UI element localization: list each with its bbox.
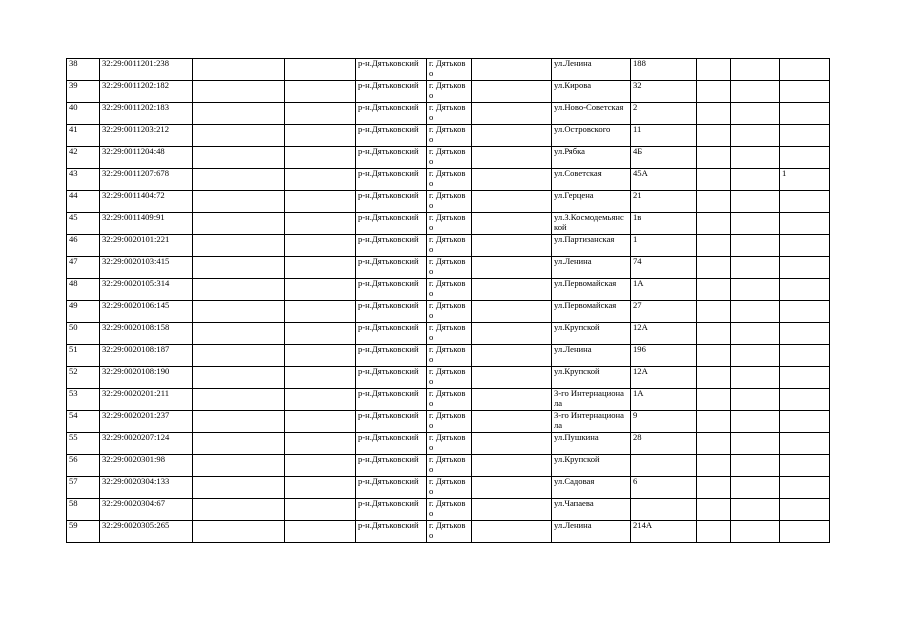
street-cell: ул.Пушкина — [552, 433, 631, 455]
house-number-cell: 74 — [631, 257, 697, 279]
col-10-cell — [697, 169, 731, 191]
col-3-cell — [193, 367, 285, 389]
col-10-cell — [697, 389, 731, 411]
row-number-cell: 58 — [67, 499, 100, 521]
col-4-cell — [285, 59, 356, 81]
district-cell: р-н.Дятьковский — [356, 235, 427, 257]
col-11-cell — [731, 499, 780, 521]
col-4-cell — [285, 433, 356, 455]
col-7-cell — [472, 59, 552, 81]
cadastral-number-cell: 32:29:0011202:183 — [100, 103, 193, 125]
row-number-cell: 56 — [67, 455, 100, 477]
col-11-cell — [731, 411, 780, 433]
house-number-cell: 1А — [631, 279, 697, 301]
col-12-cell — [780, 235, 830, 257]
col-12-cell — [780, 213, 830, 235]
cadastral-number-cell: 32:29:0011409:91 — [100, 213, 193, 235]
col-3-cell — [193, 499, 285, 521]
street-cell: ул.Ленина — [552, 521, 631, 543]
table-row — [67, 477, 830, 499]
col-4-cell — [285, 125, 356, 147]
col-7-cell — [472, 411, 552, 433]
col-3-cell — [193, 345, 285, 367]
cadastral-number-cell: 32:29:0011207:678 — [100, 169, 193, 191]
table-row — [67, 499, 830, 521]
house-number-cell: 188 — [631, 59, 697, 81]
col-12-cell — [780, 191, 830, 213]
row-number-cell: 54 — [67, 411, 100, 433]
row-number-cell: 49 — [67, 301, 100, 323]
col-10-cell — [697, 433, 731, 455]
col-10-cell — [697, 103, 731, 125]
col-4-cell — [285, 257, 356, 279]
cadastral-number-cell: 32:29:0020101:221 — [100, 235, 193, 257]
row-number-cell: 43 — [67, 169, 100, 191]
row-number-cell: 39 — [67, 81, 100, 103]
col-10-cell — [697, 455, 731, 477]
col-10-cell — [697, 59, 731, 81]
city-cell: г. Дятьково — [427, 499, 472, 521]
house-number-cell: 12А — [631, 367, 697, 389]
col-12-cell: 1 — [780, 169, 830, 191]
cadastral-number-cell: 32:29:0020201:211 — [100, 389, 193, 411]
col-10-cell — [697, 81, 731, 103]
street-cell: 3-го Интернационала — [552, 389, 631, 411]
col-3-cell — [193, 279, 285, 301]
cadastral-number-cell: 32:29:0020301:98 — [100, 455, 193, 477]
district-cell: р-н.Дятьковский — [356, 59, 427, 81]
city-cell: г. Дятьково — [427, 455, 472, 477]
row-number-cell: 48 — [67, 279, 100, 301]
col-7-cell — [472, 521, 552, 543]
col-4-cell — [285, 103, 356, 125]
city-cell: г. Дятьково — [427, 59, 472, 81]
table-row — [67, 103, 830, 125]
district-cell: р-н.Дятьковский — [356, 499, 427, 521]
cadastral-number-cell: 32:29:0020103:415 — [100, 257, 193, 279]
col-3-cell — [193, 433, 285, 455]
row-number-cell: 38 — [67, 59, 100, 81]
row-number-cell: 42 — [67, 147, 100, 169]
district-cell: р-н.Дятьковский — [356, 125, 427, 147]
col-10-cell — [697, 345, 731, 367]
cadastral-number-cell: 32:29:0020304:133 — [100, 477, 193, 499]
col-4-cell — [285, 411, 356, 433]
col-3-cell — [193, 455, 285, 477]
house-number-cell — [631, 499, 697, 521]
house-number-cell: 1в — [631, 213, 697, 235]
cadastral-number-cell: 32:29:0020201:237 — [100, 411, 193, 433]
city-cell: г. Дятьково — [427, 477, 472, 499]
table-row — [67, 257, 830, 279]
col-11-cell — [731, 323, 780, 345]
table-row — [67, 169, 830, 191]
col-7-cell — [472, 213, 552, 235]
col-11-cell — [731, 191, 780, 213]
district-cell: р-н.Дятьковский — [356, 433, 427, 455]
table-row — [67, 521, 830, 543]
house-number-cell: 2 — [631, 103, 697, 125]
col-10-cell — [697, 191, 731, 213]
col-7-cell — [472, 433, 552, 455]
col-12-cell — [780, 455, 830, 477]
street-cell: ул.Первомайская — [552, 279, 631, 301]
house-number-cell: 214А — [631, 521, 697, 543]
house-number-cell: 21 — [631, 191, 697, 213]
col-4-cell — [285, 477, 356, 499]
cadastral-number-cell: 32:29:0020108:187 — [100, 345, 193, 367]
table-body — [67, 59, 830, 543]
house-number-cell: 6 — [631, 477, 697, 499]
col-7-cell — [472, 345, 552, 367]
col-7-cell — [472, 323, 552, 345]
district-cell: р-н.Дятьковский — [356, 455, 427, 477]
col-11-cell — [731, 81, 780, 103]
col-12-cell — [780, 367, 830, 389]
col-3-cell — [193, 389, 285, 411]
col-10-cell — [697, 147, 731, 169]
col-11-cell — [731, 455, 780, 477]
street-cell: ул.Крупской — [552, 323, 631, 345]
col-11-cell — [731, 301, 780, 323]
col-10-cell — [697, 125, 731, 147]
city-cell: г. Дятьково — [427, 345, 472, 367]
row-number-cell: 57 — [67, 477, 100, 499]
col-11-cell — [731, 59, 780, 81]
col-3-cell — [193, 521, 285, 543]
cadastral-number-cell: 32:29:0020207:124 — [100, 433, 193, 455]
col-3-cell — [193, 257, 285, 279]
cadastral-number-cell: 32:29:0020304:67 — [100, 499, 193, 521]
registry-table — [66, 58, 830, 543]
col-3-cell — [193, 81, 285, 103]
house-number-cell: 9 — [631, 411, 697, 433]
city-cell: г. Дятьково — [427, 125, 472, 147]
cadastral-number-cell: 32:29:0020105:314 — [100, 279, 193, 301]
col-11-cell — [731, 125, 780, 147]
col-3-cell — [193, 169, 285, 191]
table-row — [67, 191, 830, 213]
city-cell: г. Дятьково — [427, 169, 472, 191]
district-cell: р-н.Дятьковский — [356, 477, 427, 499]
col-7-cell — [472, 389, 552, 411]
col-7-cell — [472, 235, 552, 257]
col-12-cell — [780, 499, 830, 521]
district-cell: р-н.Дятьковский — [356, 257, 427, 279]
city-cell: г. Дятьково — [427, 147, 472, 169]
col-4-cell — [285, 521, 356, 543]
col-4-cell — [285, 499, 356, 521]
table-row — [67, 235, 830, 257]
table-row — [67, 455, 830, 477]
col-4-cell — [285, 147, 356, 169]
cadastral-number-cell: 32:29:0011204:48 — [100, 147, 193, 169]
house-number-cell: 28 — [631, 433, 697, 455]
street-cell: ул.Советская — [552, 169, 631, 191]
street-cell: ул.Крупской — [552, 455, 631, 477]
district-cell: р-н.Дятьковский — [356, 103, 427, 125]
col-7-cell — [472, 455, 552, 477]
house-number-cell: 45А — [631, 169, 697, 191]
table-row — [67, 279, 830, 301]
district-cell: р-н.Дятьковский — [356, 345, 427, 367]
street-cell: ул.З.Космодемьянской — [552, 213, 631, 235]
col-4-cell — [285, 81, 356, 103]
house-number-cell: 32 — [631, 81, 697, 103]
col-12-cell — [780, 301, 830, 323]
row-number-cell: 40 — [67, 103, 100, 125]
cadastral-number-cell: 32:29:0011201:238 — [100, 59, 193, 81]
col-11-cell — [731, 213, 780, 235]
col-12-cell — [780, 389, 830, 411]
table-row — [67, 433, 830, 455]
district-cell: р-н.Дятьковский — [356, 279, 427, 301]
table-row — [67, 147, 830, 169]
district-cell: р-н.Дятьковский — [356, 323, 427, 345]
col-7-cell — [472, 301, 552, 323]
col-7-cell — [472, 169, 552, 191]
house-number-cell: 4Б — [631, 147, 697, 169]
cadastral-number-cell: 32:29:0020305:265 — [100, 521, 193, 543]
city-cell: г. Дятьково — [427, 257, 472, 279]
cadastral-number-cell: 32:29:0011203:212 — [100, 125, 193, 147]
col-12-cell — [780, 81, 830, 103]
city-cell: г. Дятьково — [427, 235, 472, 257]
col-11-cell — [731, 169, 780, 191]
col-11-cell — [731, 147, 780, 169]
col-7-cell — [472, 257, 552, 279]
table-row — [67, 59, 830, 81]
col-3-cell — [193, 477, 285, 499]
city-cell: г. Дятьково — [427, 81, 472, 103]
col-11-cell — [731, 279, 780, 301]
col-10-cell — [697, 367, 731, 389]
house-number-cell: 11 — [631, 125, 697, 147]
col-11-cell — [731, 367, 780, 389]
cadastral-number-cell: 32:29:0020108:190 — [100, 367, 193, 389]
row-number-cell: 55 — [67, 433, 100, 455]
col-7-cell — [472, 81, 552, 103]
col-12-cell — [780, 279, 830, 301]
street-cell: ул.Садовая — [552, 477, 631, 499]
district-cell: р-н.Дятьковский — [356, 521, 427, 543]
city-cell: г. Дятьково — [427, 389, 472, 411]
row-number-cell: 53 — [67, 389, 100, 411]
col-7-cell — [472, 477, 552, 499]
city-cell: г. Дятьково — [427, 521, 472, 543]
col-3-cell — [193, 301, 285, 323]
house-number-cell: 12А — [631, 323, 697, 345]
col-10-cell — [697, 499, 731, 521]
col-11-cell — [731, 477, 780, 499]
col-10-cell — [697, 279, 731, 301]
street-cell: ул.Герцена — [552, 191, 631, 213]
city-cell: г. Дятьково — [427, 103, 472, 125]
col-12-cell — [780, 103, 830, 125]
city-cell: г. Дятьково — [427, 301, 472, 323]
house-number-cell: 1А — [631, 389, 697, 411]
col-12-cell — [780, 59, 830, 81]
row-number-cell: 46 — [67, 235, 100, 257]
col-12-cell — [780, 257, 830, 279]
city-cell: г. Дятьково — [427, 213, 472, 235]
col-7-cell — [472, 103, 552, 125]
col-10-cell — [697, 257, 731, 279]
row-number-cell: 41 — [67, 125, 100, 147]
street-cell: ул.Чапаева — [552, 499, 631, 521]
col-4-cell — [285, 191, 356, 213]
col-12-cell — [780, 477, 830, 499]
col-10-cell — [697, 213, 731, 235]
col-10-cell — [697, 301, 731, 323]
table-row — [67, 323, 830, 345]
district-cell: р-н.Дятьковский — [356, 411, 427, 433]
street-cell: ул.Ленина — [552, 345, 631, 367]
table-row — [67, 125, 830, 147]
district-cell: р-н.Дятьковский — [356, 169, 427, 191]
row-number-cell: 45 — [67, 213, 100, 235]
table-row — [67, 367, 830, 389]
col-10-cell — [697, 477, 731, 499]
col-10-cell — [697, 323, 731, 345]
col-12-cell — [780, 411, 830, 433]
street-cell: ул.Ново-Советская — [552, 103, 631, 125]
district-cell: р-н.Дятьковский — [356, 389, 427, 411]
col-4-cell — [285, 345, 356, 367]
col-12-cell — [780, 433, 830, 455]
col-4-cell — [285, 323, 356, 345]
col-4-cell — [285, 169, 356, 191]
col-4-cell — [285, 235, 356, 257]
row-number-cell: 51 — [67, 345, 100, 367]
row-number-cell: 50 — [67, 323, 100, 345]
table-row — [67, 213, 830, 235]
col-4-cell — [285, 279, 356, 301]
row-number-cell: 47 — [67, 257, 100, 279]
col-11-cell — [731, 257, 780, 279]
col-12-cell — [780, 521, 830, 543]
col-3-cell — [193, 213, 285, 235]
col-4-cell — [285, 389, 356, 411]
house-number-cell: 1 — [631, 235, 697, 257]
col-4-cell — [285, 367, 356, 389]
cadastral-number-cell: 32:29:0020106:145 — [100, 301, 193, 323]
district-cell: р-н.Дятьковский — [356, 81, 427, 103]
row-number-cell: 59 — [67, 521, 100, 543]
col-10-cell — [697, 521, 731, 543]
col-12-cell — [780, 345, 830, 367]
col-3-cell — [193, 411, 285, 433]
house-number-cell — [631, 455, 697, 477]
col-7-cell — [472, 499, 552, 521]
col-7-cell — [472, 191, 552, 213]
table-row — [67, 81, 830, 103]
city-cell: г. Дятьково — [427, 367, 472, 389]
table-row — [67, 301, 830, 323]
street-cell: ул.Ленина — [552, 257, 631, 279]
col-3-cell — [193, 103, 285, 125]
city-cell: г. Дятьково — [427, 279, 472, 301]
col-12-cell — [780, 125, 830, 147]
col-11-cell — [731, 521, 780, 543]
col-10-cell — [697, 235, 731, 257]
col-7-cell — [472, 125, 552, 147]
col-3-cell — [193, 59, 285, 81]
col-10-cell — [697, 411, 731, 433]
col-11-cell — [731, 345, 780, 367]
table-row — [67, 345, 830, 367]
col-3-cell — [193, 323, 285, 345]
col-11-cell — [731, 433, 780, 455]
city-cell: г. Дятьково — [427, 433, 472, 455]
col-4-cell — [285, 213, 356, 235]
city-cell: г. Дятьково — [427, 323, 472, 345]
street-cell: ул.Рябка — [552, 147, 631, 169]
col-12-cell — [780, 323, 830, 345]
street-cell: 3-го Интернационала — [552, 411, 631, 433]
district-cell: р-н.Дятьковский — [356, 213, 427, 235]
house-number-cell: 27 — [631, 301, 697, 323]
city-cell: г. Дятьково — [427, 411, 472, 433]
col-3-cell — [193, 191, 285, 213]
col-11-cell — [731, 235, 780, 257]
col-7-cell — [472, 279, 552, 301]
city-cell: г. Дятьково — [427, 191, 472, 213]
col-12-cell — [780, 147, 830, 169]
house-number-cell: 196 — [631, 345, 697, 367]
col-3-cell — [193, 125, 285, 147]
col-4-cell — [285, 301, 356, 323]
col-11-cell — [731, 103, 780, 125]
table-row — [67, 389, 830, 411]
col-3-cell — [193, 235, 285, 257]
street-cell: ул.Партизанская — [552, 235, 631, 257]
district-cell: р-н.Дятьковский — [356, 191, 427, 213]
cadastral-number-cell: 32:29:0011404:72 — [100, 191, 193, 213]
cadastral-number-cell: 32:29:0020108:158 — [100, 323, 193, 345]
table-row — [67, 411, 830, 433]
district-cell: р-н.Дятьковский — [356, 301, 427, 323]
street-cell: ул.Островского — [552, 125, 631, 147]
cadastral-number-cell: 32:29:0011202:182 — [100, 81, 193, 103]
street-cell: ул.Ленина — [552, 59, 631, 81]
col-11-cell — [731, 389, 780, 411]
street-cell: ул.Кирова — [552, 81, 631, 103]
street-cell: ул.Первомайская — [552, 301, 631, 323]
col-4-cell — [285, 455, 356, 477]
col-3-cell — [193, 147, 285, 169]
col-7-cell — [472, 147, 552, 169]
district-cell: р-н.Дятьковский — [356, 147, 427, 169]
row-number-cell: 44 — [67, 191, 100, 213]
col-7-cell — [472, 367, 552, 389]
row-number-cell: 52 — [67, 367, 100, 389]
street-cell: ул.Крупской — [552, 367, 631, 389]
district-cell: р-н.Дятьковский — [356, 367, 427, 389]
